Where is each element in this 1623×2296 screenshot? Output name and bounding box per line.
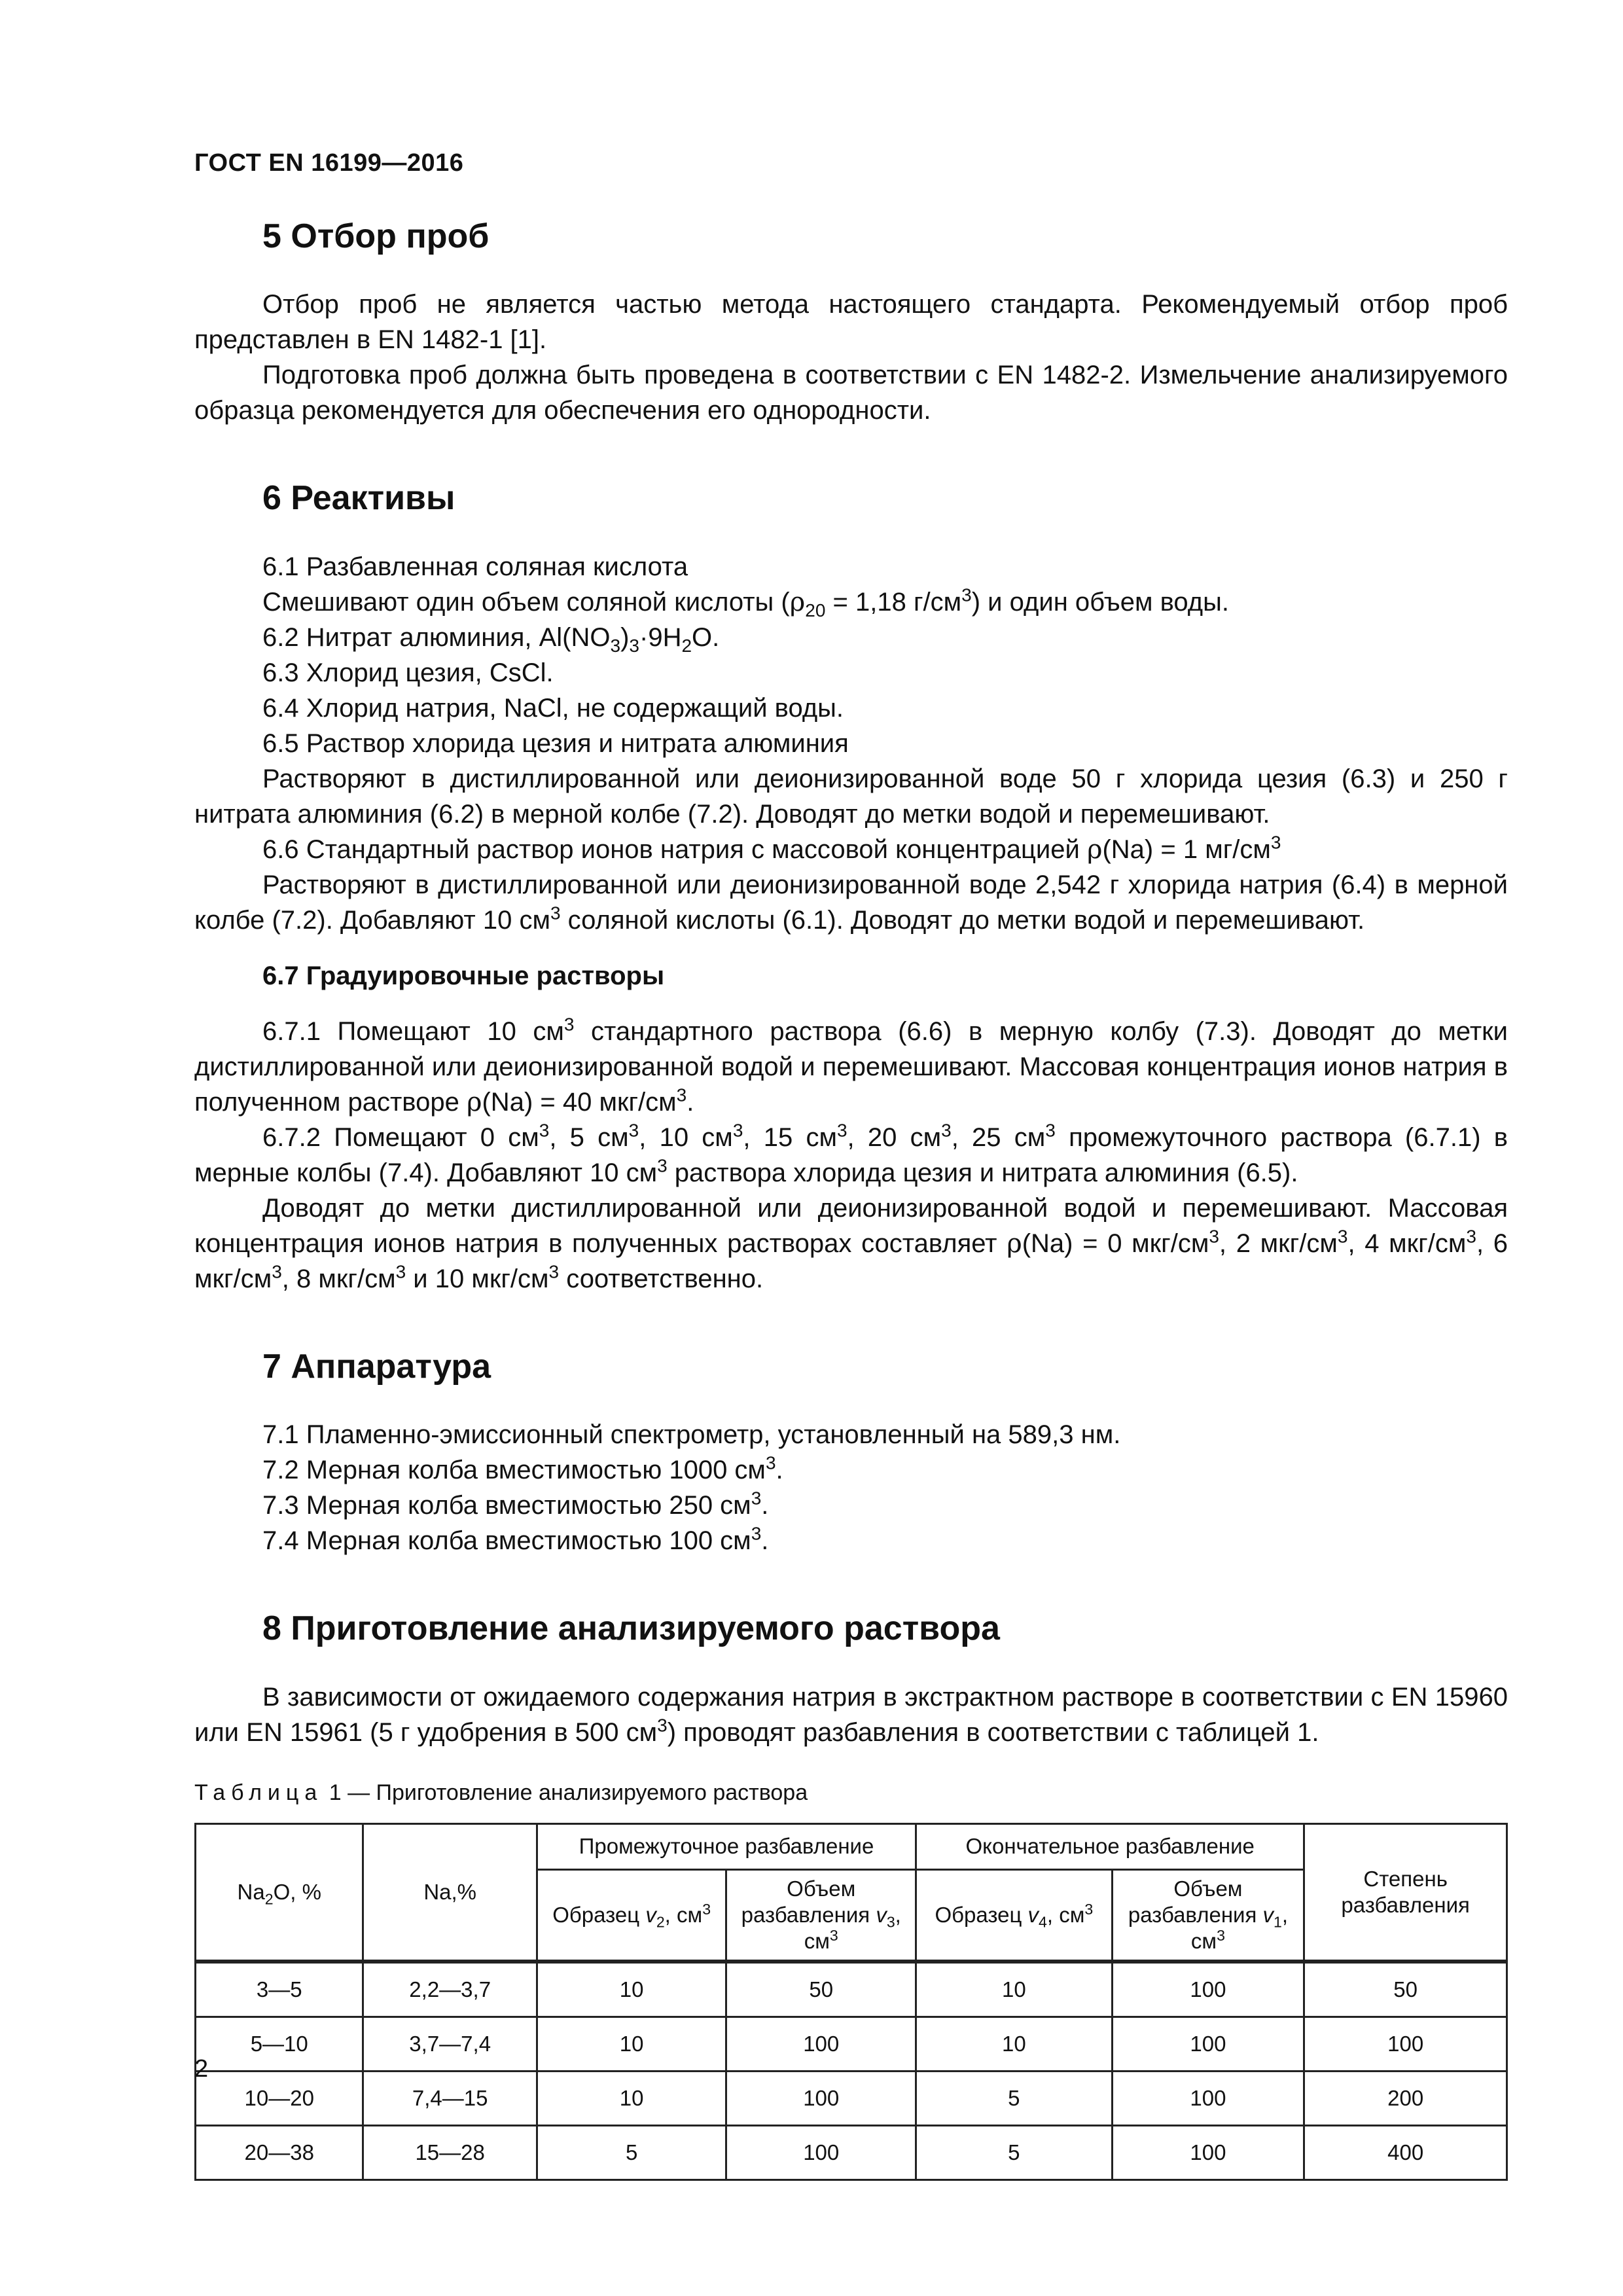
item-6-4: 6.4 Хлорид натрия, NaCl, не содержащий воды. [262, 693, 844, 723]
item-6-1-text: Смешивают один объем соляной кислоты ($\rho_{20} = 1,18$ $г/см^3$) и один объем воды. [262, 584, 1229, 620]
item-6-1: 6.1 Разбавленная соляная кислота [262, 552, 688, 581]
section-8-heading: 8 Приготовление анализируемого раствора [262, 1609, 1000, 1648]
item-6-2: 6.2 Нитрат алюминия, $Al(NO_3)_3\cdot 9H_2O$. [262, 622, 720, 656]
table-row [196, 2125, 1507, 2179]
section-5-heading: 5 Отбор проб [262, 217, 490, 255]
table-1-caption: Таблица 1 — Приготовление анализируемого раствора [194, 1780, 808, 1805]
table-cell: 10—20 [196, 2071, 363, 2125]
col-header-sample-v2: Образец $v_2$, $см^3$ [537, 1869, 726, 1962]
col-header-na2o: $Na_2O$, % [196, 1823, 363, 1962]
table-cell: 10 [916, 2017, 1112, 2071]
item-6-6: 6.6 Стандартный раствор ионов натрия с массовой концентрацией ρ(Na) = 1 $мг/см^3$ [262, 832, 1281, 865]
table-cell: 100 [1112, 2125, 1304, 2179]
table-cell: 200 [1304, 2071, 1507, 2125]
table-cell: 5 [916, 2071, 1112, 2125]
table-cell: 100 [726, 2017, 916, 2071]
sec5-paragraph-2: Подготовка проб должна быть проведена в соответствии с EN 1482-2. Измельчение анализируемого образца рекомендуется для обеспечения его однородности. [194, 361, 1508, 425]
table-row [196, 1962, 1507, 2017]
dilution-table [194, 1823, 1508, 2181]
table-cell: 100 [726, 2071, 916, 2125]
item-7-1: 7.1 Пламенно-эмиссионный спектрометр, установленный на 589,3 нм. [262, 1420, 1121, 1450]
item-6-7-1: 6.7.1 Помещают 10 $см^3$ стандартного раствора (6.6) в мерную колбу (7.3). Доводят до метки дистиллированной или деионизированной водой и перемешивают. Массовая концентрация ионов натрия в полученном растворе ρ(Na) = 40 мкг/$см^3$. [194, 1014, 1508, 1117]
table-cell: 10 [537, 2071, 726, 2125]
item-6-6-text: Растворяют в дистиллированной или деионизированной воде 2,542 г хлорида натрия (6.4) в мерной колбе (7.2). Добавляют 10 $см^3$ соляной кислоты (6.1). Доводят до метки водой и перемешивают. [194, 870, 1508, 935]
item-6-3: 6.3 Хлорид цезия, CsCl. [262, 658, 554, 687]
table-cell: 5 [916, 2125, 1112, 2179]
running-header: ГОСТ EN 16199—2016 [194, 149, 464, 177]
item-6-7-heading: 6.7 Градуировочные растворы [262, 961, 665, 990]
col-header-final-dilution: Окончательное разбавление [916, 1823, 1304, 1869]
table-cell: 100 [1112, 1962, 1304, 2017]
page-number: 2 [194, 2055, 209, 2083]
table-cell: 7,4—15 [363, 2071, 537, 2125]
sec8-paragraph: В зависимости от ожидаемого содержания натрия в экстрактном растворе в соответствии с EN 15960 или EN 15961 (5 г удобрения в 500 $см^3$) проводят разбавления в соответствии с таблицей 1. [194, 1682, 1508, 1747]
table-cell: 5—10 [196, 2017, 363, 2071]
col-header-sample-v4: Образец $v_4$, $см^3$ [916, 1869, 1112, 1962]
table-cell: 50 [726, 1962, 916, 2017]
item-6-7-2-continued: Доводят до метки дистиллированной или деионизированной водой и перемешивают. Массовая концентрация ионов натрия в полученных растворах составляет ρ(Na) = 0 мкг/$см^3$, 2 мкг/$см^3$, 4 мкг/$см^3$, 6 мкг/$см^3$, 8 мкг/$см^3$ и 10 мкг/$см^3$ соответственно. [194, 1193, 1508, 1293]
table-cell: 10 [537, 1962, 726, 2017]
item-7-2: 7.2 Мерная колба вместимостью 1000 $см^3$. [262, 1452, 783, 1485]
item-7-3: 7.3 Мерная колба вместимостью 250 $см^3$. [262, 1488, 769, 1520]
document-body [194, 216, 1508, 2181]
table-cell: 400 [1304, 2125, 1507, 2179]
table-cell: 100 [1304, 2017, 1507, 2071]
col-header-volume-v1: Объем разбавления $v_1$, $см^3$ [1112, 1869, 1304, 1962]
section-7-heading: 7 Аппаратура [262, 1347, 491, 1386]
item-6-7-2: 6.7.2 Помещают 0 $см^3$, 5 $см^3$, 10 $см^3$, 15 $см^3$, 20 $см^3$, 25 $см^3$ промежуточного раствора (6.7.1) в мерные колбы (7.4). Добавляют 10 $см^3$ раствора хлорида цезия и нитрата алюминия (6.5). [194, 1120, 1508, 1187]
item-6-5: 6.5 Раствор хлорида цезия и нитрата алюминия [262, 728, 849, 758]
item-6-5-text: Растворяют в дистиллированной или деионизированной воде 50 г хлорида цезия (6.3) и 250 г нитрата алюминия (6.2) в мерной колбе (7.2). Доводят до метки водой и перемешивают. [194, 764, 1508, 829]
table-row [196, 2071, 1507, 2125]
table-cell: 10 [916, 1962, 1112, 2017]
col-header-dilution-degree: Степень разбавления [1304, 1823, 1507, 1962]
col-header-intermediate-dilution: Промежуточное разбавление [537, 1823, 916, 1869]
table-cell: 3—5 [196, 1962, 363, 2017]
table-cell: 2,2—3,7 [363, 1962, 537, 2017]
col-header-volume-v3: Объем разбавления $v_3$, $см^3$ [726, 1869, 916, 1962]
table-cell: 5 [537, 2125, 726, 2179]
table-cell: 20—38 [196, 2125, 363, 2179]
table-cell: 3,7—7,4 [363, 2017, 537, 2071]
section-6-heading: 6 Реактивы [262, 479, 455, 518]
table-cell: 15—28 [363, 2125, 537, 2179]
table-cell: 10 [537, 2017, 726, 2071]
table-cell: 100 [1112, 2071, 1304, 2125]
table-cell: 100 [1112, 2017, 1304, 2071]
sec5-paragraph-1: Отбор проб не является частью метода настоящего стандарта. Рекомендуемый отбор проб представлен в EN 1482-1 [1]. [194, 290, 1508, 355]
table-row [196, 2017, 1507, 2071]
table-cell: 50 [1304, 1962, 1507, 2017]
table-cell: 100 [726, 2125, 916, 2179]
item-7-4: 7.4 Мерная колба вместимостью 100 $см^3$. [262, 1523, 769, 1556]
col-header-na: Na,% [363, 1823, 537, 1962]
